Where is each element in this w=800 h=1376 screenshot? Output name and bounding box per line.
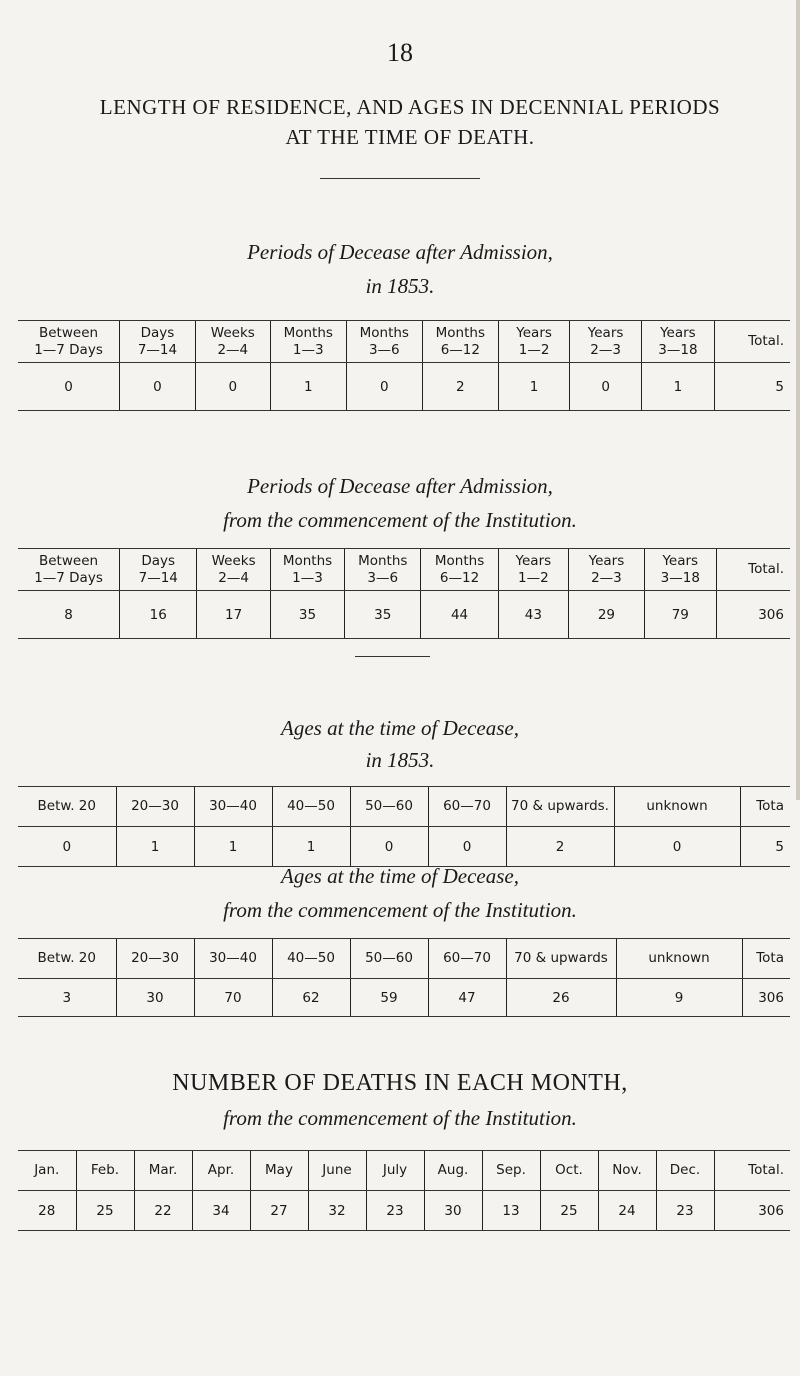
divider-rule xyxy=(320,178,480,179)
table-cell: 32 xyxy=(308,1191,366,1231)
section2-subheading: from the commencement of the Institution. xyxy=(223,508,577,532)
section3-subheading: in 1853. xyxy=(365,748,435,772)
section4-subheading: from the commencement of the Institution. xyxy=(223,898,577,922)
column-header: 20—30 xyxy=(116,787,194,827)
table-cell: 0 xyxy=(614,827,740,867)
column-header: Tota xyxy=(740,787,790,827)
column-header: Total. xyxy=(714,1151,790,1191)
column-header: Aug. xyxy=(424,1151,482,1191)
table-cell: 1 xyxy=(270,363,346,411)
column-header: 40—50 xyxy=(272,787,350,827)
column-header: Oct. xyxy=(540,1151,598,1191)
table-cell: 0 xyxy=(570,363,642,411)
table-row xyxy=(18,591,790,639)
column-header: 30—40 xyxy=(194,939,272,979)
table-cell: 0 xyxy=(350,827,428,867)
table-cell: 306 xyxy=(714,1191,790,1231)
table-cell: 29 xyxy=(568,591,644,639)
table-cell: 0 xyxy=(18,363,120,411)
table-cell: 59 xyxy=(350,979,428,1017)
table-cell: 0 xyxy=(120,363,196,411)
column-header: unknown xyxy=(614,787,740,827)
section3-heading: Ages at the time of Decease, xyxy=(281,716,519,740)
table-cell: 23 xyxy=(656,1191,714,1231)
page-title-line1: LENGTH OF RESIDENCE, AND AGES IN DECENNIAL PERIODS xyxy=(99,95,721,119)
column-header: 50—60 xyxy=(350,787,428,827)
column-header: 70 & upwards xyxy=(506,939,616,979)
table-cell: 44 xyxy=(421,591,499,639)
column-header: 70 & upwards. xyxy=(506,787,614,827)
column-header: Years 2—3 xyxy=(570,321,642,363)
table-cell: 27 xyxy=(250,1191,308,1231)
table-cell: 25 xyxy=(540,1191,598,1231)
table-header-row xyxy=(18,321,790,363)
table-header-row xyxy=(18,939,790,979)
column-header: Months 6—12 xyxy=(422,321,498,363)
column-header: 30—40 xyxy=(194,787,272,827)
table-cell: 1 xyxy=(272,827,350,867)
table-cell: 8 xyxy=(18,591,120,639)
table-cell: 30 xyxy=(424,1191,482,1231)
table-cell: 306 xyxy=(742,979,790,1017)
column-header: Days 7—14 xyxy=(120,549,197,591)
column-header: Months 6—12 xyxy=(421,549,499,591)
column-header: Years 3—18 xyxy=(645,549,717,591)
table-cell: 0 xyxy=(18,827,116,867)
table-cell: 25 xyxy=(76,1191,134,1231)
column-header: Between 1—7 Days xyxy=(18,321,120,363)
column-header: Total. xyxy=(716,549,790,591)
table-cell: 306 xyxy=(716,591,790,639)
table-cell: 5 xyxy=(714,363,790,411)
table-cell: 28 xyxy=(18,1191,76,1231)
column-header: Jan. xyxy=(18,1151,76,1191)
table-deaths-by-month xyxy=(18,1150,790,1231)
page-title-line2: AT THE TIME OF DEATH. xyxy=(285,125,535,149)
table-cell: 30 xyxy=(116,979,194,1017)
column-header: Months 1—3 xyxy=(270,321,346,363)
column-header: 60—70 xyxy=(428,787,506,827)
column-header: Between 1—7 Days xyxy=(18,549,120,591)
table-cell: 35 xyxy=(345,591,421,639)
column-header: Years 1—2 xyxy=(498,321,570,363)
table-cell: 70 xyxy=(194,979,272,1017)
table-cell: 5 xyxy=(740,827,790,867)
table-cell: 9 xyxy=(616,979,742,1017)
column-header: Years 1—2 xyxy=(498,549,568,591)
column-header: Years 3—18 xyxy=(641,321,714,363)
section5-subheading: from the commencement of the Institution. xyxy=(223,1106,577,1130)
column-header: Betw. 20 xyxy=(18,787,116,827)
table-header-row xyxy=(18,1151,790,1191)
column-header: Months 1—3 xyxy=(270,549,344,591)
table-cell: 0 xyxy=(428,827,506,867)
page-number: 18 xyxy=(387,38,413,67)
column-header: June xyxy=(308,1151,366,1191)
column-header: Sep. xyxy=(482,1151,540,1191)
table-cell: 3 xyxy=(18,979,116,1017)
column-header: Total. xyxy=(714,321,790,363)
table-cell: 0 xyxy=(346,363,422,411)
section4-heading: Ages at the time of Decease, xyxy=(281,864,519,888)
column-header: Weeks 2—4 xyxy=(195,321,270,363)
column-header: Years 2—3 xyxy=(568,549,644,591)
column-header: Feb. xyxy=(76,1151,134,1191)
table-cell: 34 xyxy=(192,1191,250,1231)
table-ages-institution xyxy=(18,938,790,1017)
column-header: Betw. 20 xyxy=(18,939,116,979)
column-header: Tota xyxy=(742,939,790,979)
column-header: Months 3—6 xyxy=(346,321,422,363)
table-cell: 24 xyxy=(598,1191,656,1231)
column-header: Days 7—14 xyxy=(120,321,196,363)
section1-subheading: in 1853. xyxy=(365,274,435,298)
column-header: May xyxy=(250,1151,308,1191)
table-header-row xyxy=(18,787,790,827)
table-periods-institution xyxy=(18,548,790,639)
table-periods-1853 xyxy=(18,320,790,411)
section5-title: NUMBER OF DEATHS IN EACH MONTH, xyxy=(172,1070,628,1096)
table-cell: 16 xyxy=(120,591,197,639)
column-header: Dec. xyxy=(656,1151,714,1191)
table-cell: 13 xyxy=(482,1191,540,1231)
table-cell: 23 xyxy=(366,1191,424,1231)
column-header: Months 3—6 xyxy=(345,549,421,591)
table-cell: 1 xyxy=(116,827,194,867)
section1-heading: Periods of Decease after Admission, xyxy=(247,240,553,264)
divider-rule xyxy=(355,656,430,657)
column-header: 50—60 xyxy=(350,939,428,979)
column-header: Mar. xyxy=(134,1151,192,1191)
table-row xyxy=(18,1191,790,1231)
table-cell: 1 xyxy=(194,827,272,867)
table-cell: 79 xyxy=(645,591,717,639)
table-cell: 2 xyxy=(506,827,614,867)
column-header: Nov. xyxy=(598,1151,656,1191)
table-cell: 47 xyxy=(428,979,506,1017)
table-ages-1853 xyxy=(18,786,790,867)
section2-heading: Periods of Decease after Admission, xyxy=(247,474,553,498)
column-header: 40—50 xyxy=(272,939,350,979)
column-header: 60—70 xyxy=(428,939,506,979)
table-row xyxy=(18,979,790,1017)
table-cell: 35 xyxy=(270,591,344,639)
column-header: unknown xyxy=(616,939,742,979)
table-row xyxy=(18,363,790,411)
table-cell: 17 xyxy=(197,591,270,639)
column-header: 20—30 xyxy=(116,939,194,979)
table-cell: 2 xyxy=(422,363,498,411)
column-header: Apr. xyxy=(192,1151,250,1191)
table-header-row xyxy=(18,549,790,591)
table-cell: 43 xyxy=(498,591,568,639)
page-title xyxy=(20,92,800,152)
table-cell: 1 xyxy=(498,363,570,411)
column-header: July xyxy=(366,1151,424,1191)
table-cell: 0 xyxy=(195,363,270,411)
column-header: Weeks 2—4 xyxy=(197,549,270,591)
table-cell: 22 xyxy=(134,1191,192,1231)
table-cell: 26 xyxy=(506,979,616,1017)
table-cell: 1 xyxy=(641,363,714,411)
table-cell: 62 xyxy=(272,979,350,1017)
